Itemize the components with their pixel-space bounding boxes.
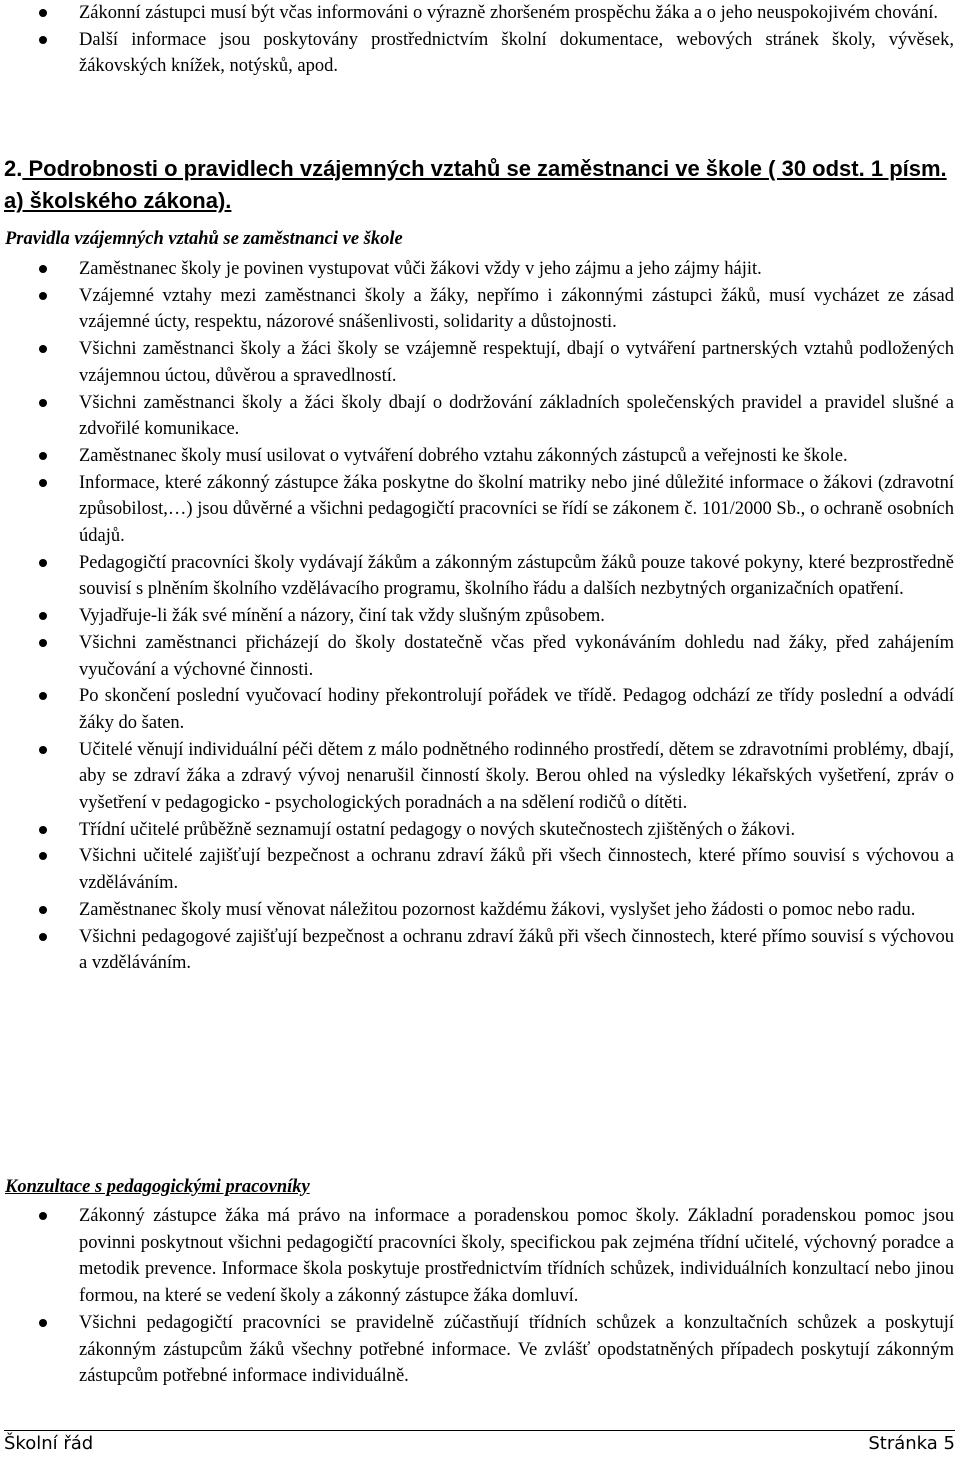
- section-number: 2.: [4, 156, 23, 181]
- rules-list: [0, 256, 960, 977]
- list-item: Informace, které zákonný zástupce žáka poskytne do školní matriky nebo jiné důležité informace o žákovi (zdravotní způsobilost,…) jsou důvěrné a všichni pedagogičtí pracovníci se řídí se zákonem č. 101/2000 Sb., o ochraně osobních údajů.: [0, 470, 960, 550]
- list-item: Všichni pedagogové zajišťují bezpečnost a ochranu zdraví žáků při všech činnostech, které přímo souvisí s výchovou a vzděláváním.: [0, 924, 960, 977]
- top-bullet-list: [0, 0, 960, 80]
- list-item: Zaměstnanec školy musí věnovat náležitou pozornost každému žákovi, vyslyšet jeho žádosti o pomoc nebo radu.: [0, 897, 960, 924]
- footer-page-number: Stránka 5: [868, 1433, 955, 1454]
- list-item: Třídní učitelé průběžně seznamují ostatní pedagogy o nových skutečnostech zjištěných o žákovi.: [0, 817, 960, 844]
- list-item: Po skončení poslední vyučovací hodiny překontrolují pořádek ve třídě. Pedagog odchází ze třídy poslední a odvádí žáky do šaten.: [0, 683, 960, 736]
- footer-document-title: Školní řád: [4, 1433, 94, 1454]
- list-item: Zákonný zástupce žáka má právo na informace a poradenskou pomoc školy. Základní poradenskou pomoc jsou povinni poskytnout všichni pedagogičtí pracovníci školy, specifickou pak zejména třídní učitelé, výchovný poradce a metodik prevence. Informace škola poskytuje prostřednictvím třídních schůzek, individuálních konzultací nebo jinou formou, na které se vedení školy a zákonný zástupce žáka domluví.: [0, 1203, 960, 1310]
- section-heading: [4, 153, 952, 217]
- rules-heading: Pravidla vzájemných vztahů se zaměstnanci ve škole: [5, 229, 403, 249]
- list-item: Pedagogičtí pracovníci školy vydávají žákům a zákonným zástupcům žáků pouze takové pokyny, které bezprostředně souvisí s plněním školního vzdělávacího programu, školního řádu a dalších nezbytných organizačních opatření.: [0, 550, 960, 603]
- page-footer: [4, 1430, 955, 1458]
- list-item: Zaměstnanec školy musí usilovat o vytváření dobrého vztahu zákonných zástupců a veřejnosti ke škole.: [0, 443, 960, 470]
- footer-divider: [4, 1430, 955, 1431]
- list-item: Vyjadřuje-li žák své mínění a názory, činí tak vždy slušným způsobem.: [0, 603, 960, 630]
- section-title: Podrobnosti o pravidlech vzájemných vztahů se zaměstnanci ve škole ( 30 odst. 1 písm. a) školského zákona).: [4, 156, 947, 213]
- list-item: Učitelé věnují individuální péči dětem z málo podnětného rodinného prostředí, dětem se zdravotními problémy, dbají, aby se zdraví žáka a zdravý vývoj nenarušil činností školy. Berou ohled na výsledky lékařských vyšetření, zpráv o vyšetření v pedagogicko - psychologických poradnách a na sdělení rodičů o dítěti.: [0, 737, 960, 817]
- list-item: Zaměstnanec školy je povinen vystupovat vůči žákovi vždy v jeho zájmu a jeho zájmy hájit.: [0, 256, 960, 283]
- list-item: Všichni zaměstnanci školy a žáci školy se vzájemně respektují, dbají o vytváření partnerských vztahů podložených vzájemnou úctou, důvěrou a spravedlností.: [0, 336, 960, 389]
- list-item: Další informace jsou poskytovány prostřednictvím školní dokumentace, webových stránek školy, vývěsek, žákovských knížek, notýsků, apod.: [0, 27, 960, 80]
- list-item: Zákonní zástupci musí být včas informováni o výrazně zhoršeném prospěchu žáka a o jeho neuspokojivém chování.: [0, 0, 960, 27]
- list-item: Všichni učitelé zajišťují bezpečnost a ochranu zdraví žáků při všech činnostech, které přímo souvisí s výchovou a vzděláváním.: [0, 843, 960, 896]
- list-item: Všichni zaměstnanci přicházejí do školy dostatečně včas před vykonáváním dohledu nad žáky, před zahájením vyučování a výchovné činnosti.: [0, 630, 960, 683]
- list-item: Všichni zaměstnanci školy a žáci školy dbají o dodržování základních společenských pravidel a pravidel slušné a zdvořilé komunikace.: [0, 390, 960, 443]
- list-item: Vzájemné vztahy mezi zaměstnanci školy a žáky, nepřímo i zákonnými zástupci žáků, musí vycházet ze zásad vzájemné úcty, respektu, názorové snášenlivosti, solidarity a důstojnosti.: [0, 283, 960, 336]
- consultation-list: [0, 1203, 960, 1390]
- list-item: Všichni pedagogičtí pracovníci se pravidelně zúčastňují třídních schůzek a konzultačních schůzek a poskytují zákonným zástupcům žáků všechny potřebné informace. Ve zvlášť opodstatněných případech poskytují zákonným zástupcům potřebné informace individuálně.: [0, 1310, 960, 1390]
- consultation-heading: Konzultace s pedagogickými pracovníky: [5, 1177, 310, 1197]
